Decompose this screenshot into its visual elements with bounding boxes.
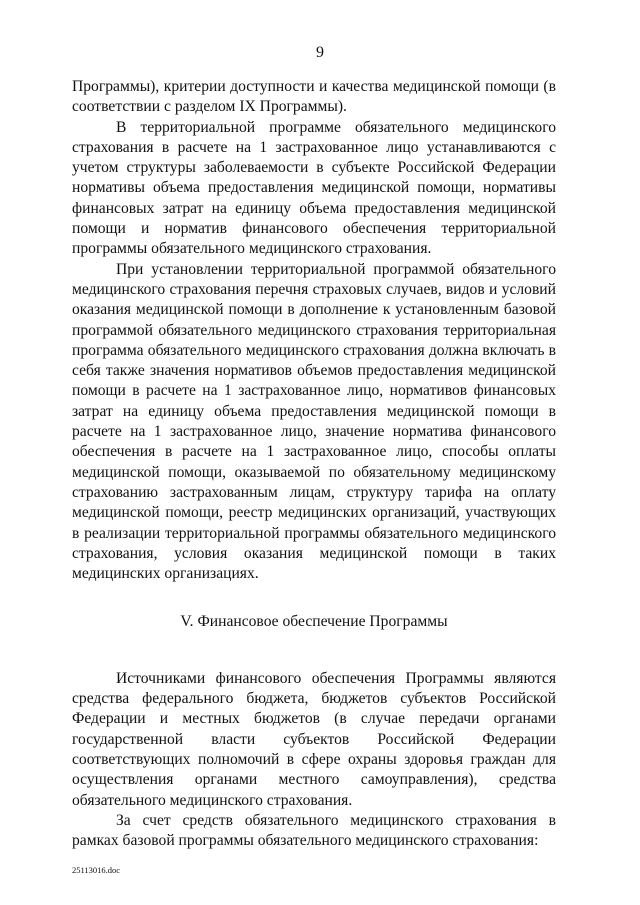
paragraph-territorial-program-norms: В территориальной программе обязательного медицинского страхования в расчете на 1 застрахованное лицо устанавливаются с учетом структуры заболеваемости в субъекте Российской Федерации нормативы объема предоставления медицинской помощи, нормативы финансовых затрат на единицу объема предоставления медицинской помощи и норматив финансового обеспечения территориальной программы обязательного медицинского страхования. <box>72 118 556 258</box>
footer-document-code: 25113016.doc <box>72 865 121 875</box>
page-number: 9 <box>316 44 324 61</box>
paragraph-mandatory-insurance-funds: За счет средств обязательного медицинского страхования в рамках базовой программы обязательного медицинского страхования: <box>72 811 556 850</box>
document-body <box>72 77 556 851</box>
paragraph-insurance-cases: При установлении территориальной программой обязательного медицинского страхования перечня страховых случаев, видов и условий оказания медицинской помощи в дополнение к установленным базовой программой обязательного медицинского страхования территориальная программа обязательного медицинского страхования должна включать в себя также значения нормативов объемов предоставления медицинской помощи в расчете на 1 застрахованное лицо, нормативов финансовых затрат на единицу объема предоставления медицинской помощи в расчете на 1 застрахованное лицо, значение норматива финансового обеспечения в расчете на 1 застрахованное лицо, способы оплаты медицинской помощи, оказываемой по обязательному медицинскому страхованию застрахованным лицам, структуру тарифа на оплату медицинской помощи, реестр медицинских организаций, участвующих в реализации территориальной программы обязательного медицинского страхования, условия оказания медицинской помощи в таких медицинских организациях. <box>72 260 556 583</box>
section-heading: V. Финансовое обеспечение Программы <box>180 613 448 631</box>
paragraph-funding-sources: Источниками финансового обеспечения Программы являются средства федерального бюджета, бюджетов субъектов Российской Федерации и местных бюджетов (в случае передачи органами государственной власти субъектов Российской Федерации соответствующих полномочий в сфере охраны здоровья граждан для осуществления органами местного самоуправления), средства обязательного медицинского страхования. <box>72 669 556 809</box>
paragraph-program-criteria: Программы), критерии доступности и качества медицинской помощи (в соответствии с разделом IX Программы). <box>72 78 556 116</box>
